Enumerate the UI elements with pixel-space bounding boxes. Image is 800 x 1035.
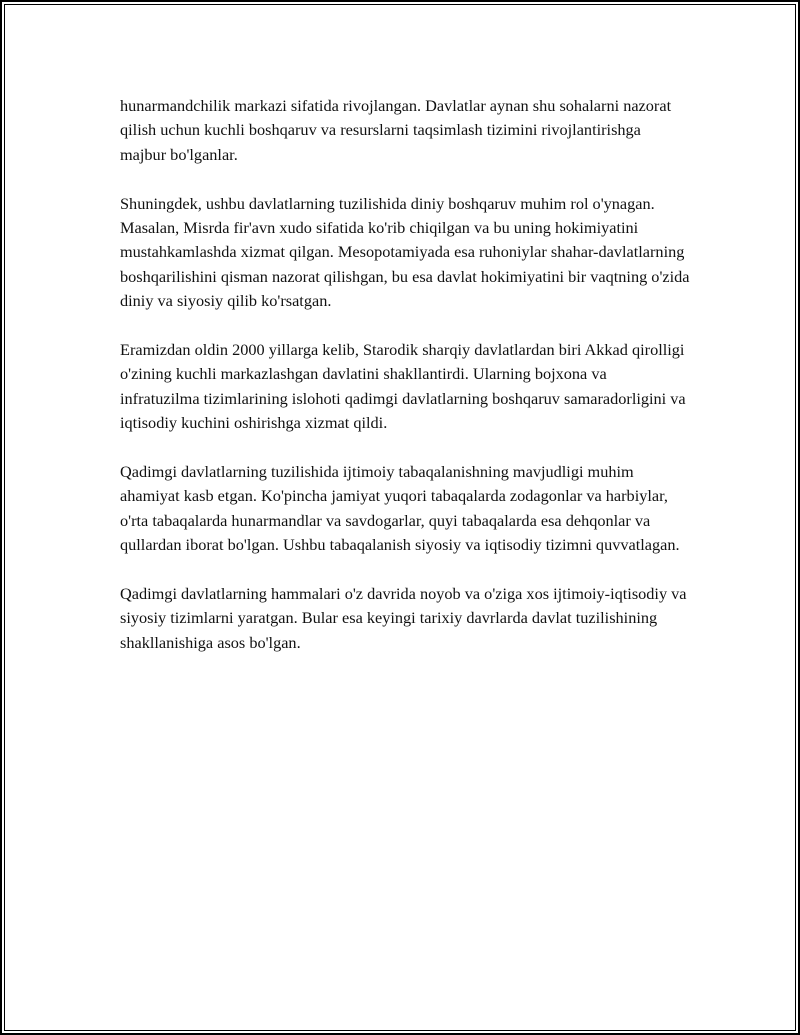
document-body: [120, 94, 690, 680]
paragraph-5: Qadimgi davlatlarning hammalari o'z davrida noyob va o'ziga xos ijtimoiy-iqtisodiy va siyosiy tizimlarni yaratgan. Bular esa keyingi tarixiy davrlarda davlat tuzilishining shakllanishiga asos bo'lgan.: [120, 584, 687, 652]
paragraph-1: hunarmandchilik markazi sifatida rivojlangan. Davlatlar aynan shu sohalarni nazorat qilish uchun kuchli boshqaruv va resurslarni taqsimlash tizimini rivojlantirishga majbur bo'lganlar.: [120, 96, 672, 164]
paragraph-2: Shuningdek, ushbu davlatlarning tuzilishida diniy boshqaruv muhim rol o'ynagan. Masalan, Misrda fir'avn xudo sifatida ko'rib chiqilgan va bu uning hokimiyatini mustahkamlashda xizmat qilgan. Mesopotamiyada esa ruhoniylar shahar-davlatlarning boshqarilishini qisman nazorat qilishgan, bu esa davlat hokimiyatini bir vaqtning o'zida diniy va siyosiy qilib ko'rsatgan.: [120, 193, 690, 311]
paragraph-4: Qadimgi davlatlarning tuzilishida ijtimoiy tabaqalanishning mavjudligi muhim ahamiyat kasb etgan. Ko'pincha jamiyat yuqori tabaqalarda zodagonlar va harbiylar, o'rta tabaqalarda hunarmandlar va savdogarlar, quyi tabaqalarda esa dehqonlar va qullardan iborat bo'lgan. Ushbu tabaqalanish siyosiy va iqtisodiy tizimni quvvatlagan.: [120, 462, 680, 555]
paragraph-3: Eramizdan oldin 2000 yillarga kelib, Starodik sharqiy davlatlardan biri Akkad qirolligi o'zining kuchli markazlashgan davlatini shakllantirdi. Ularning bojxona va infratuzilma tizimlarining islohoti qadimgi davlatlarning boshqaruv samaradorligini va iqtisodiy kuchini oshirishga xizmat qildi.: [120, 340, 686, 433]
